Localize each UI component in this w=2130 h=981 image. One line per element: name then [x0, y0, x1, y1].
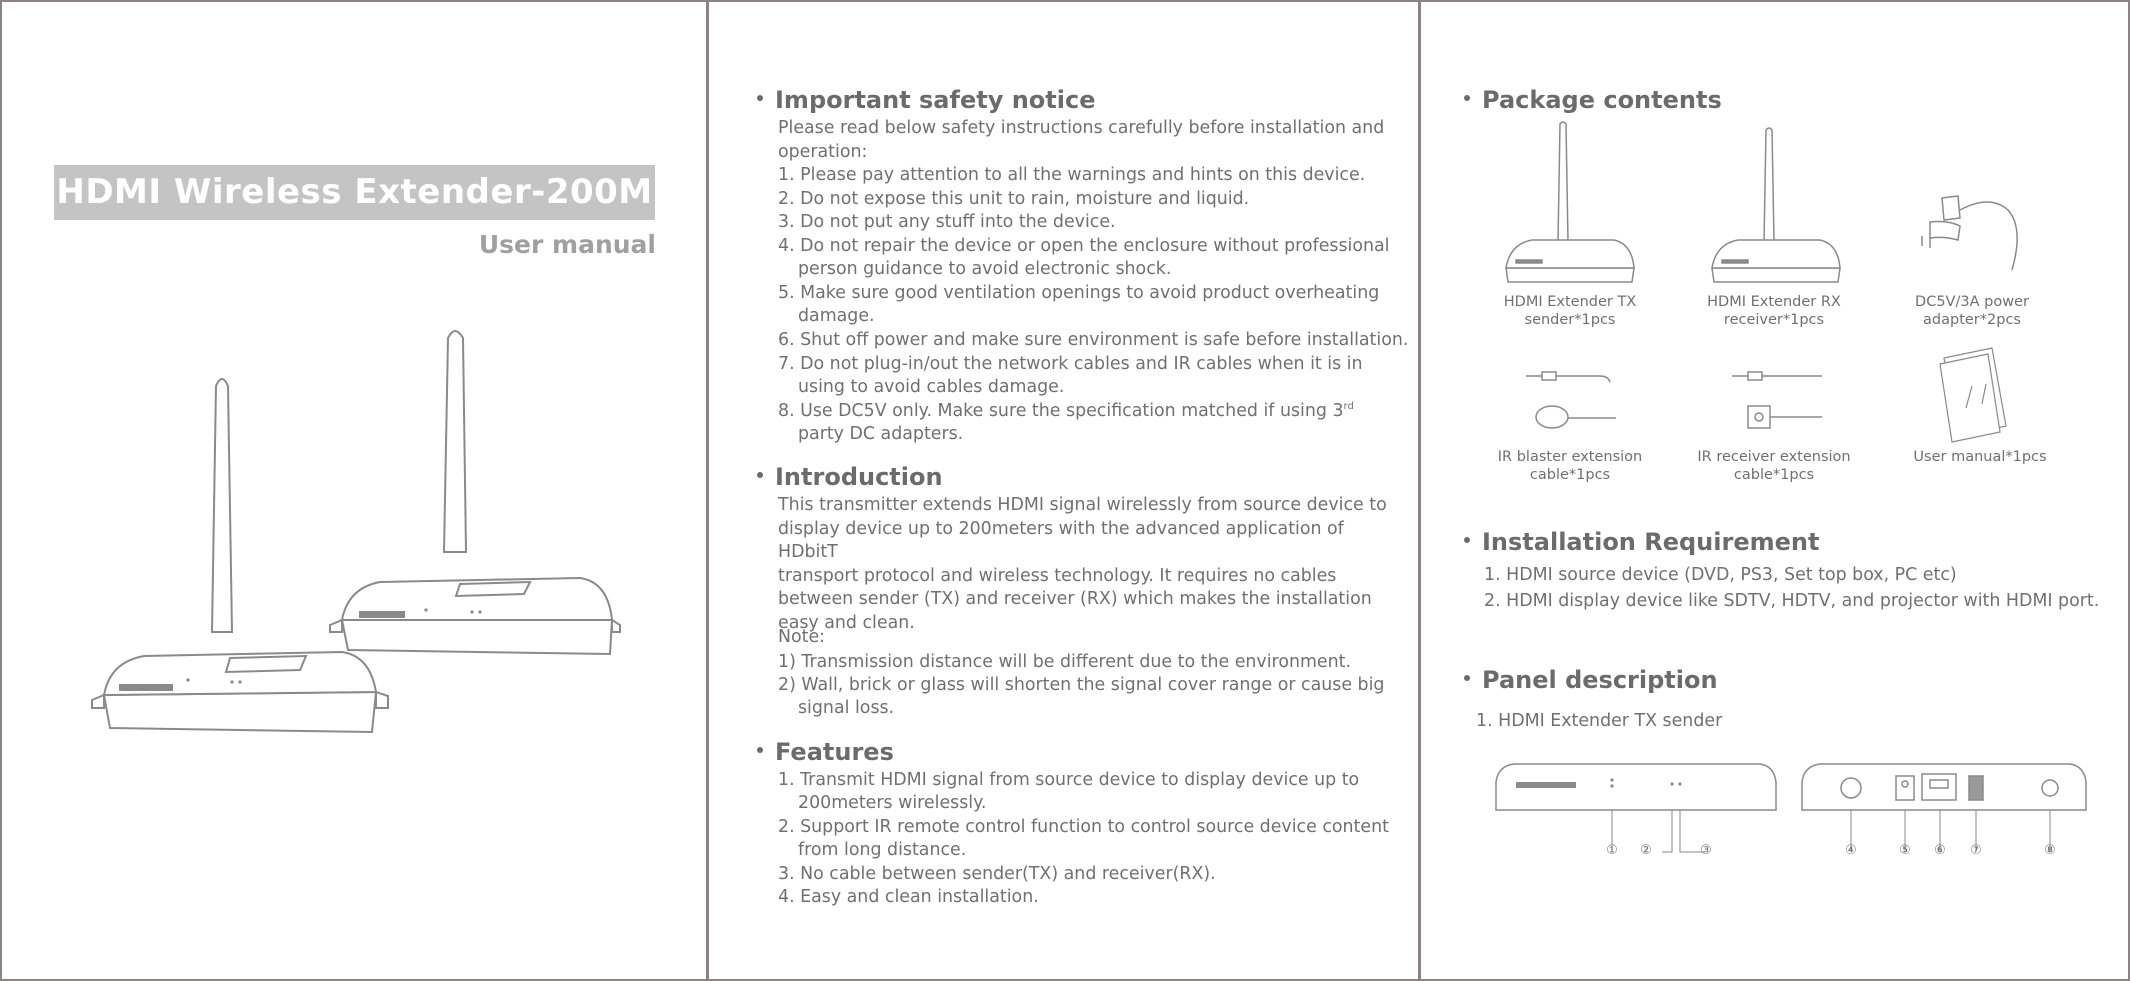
panel-description-heading: Panel description	[1464, 666, 1718, 694]
callout-8: ⑧	[2044, 843, 2056, 858]
feature-item: 1. Transmit HDMI signal from source device to display device up to	[778, 770, 1360, 790]
safety-heading: Important safety notice	[757, 86, 1095, 114]
package-item-label: User manual*1pcs	[1913, 449, 2047, 465]
introduction-heading: Introduction	[757, 463, 943, 491]
safety-intro: Please read below safety instructions carefully before installation and operation:	[778, 118, 1385, 162]
tx-sender-image	[1498, 120, 1644, 286]
ir-receiver-cable-image	[1722, 362, 1842, 442]
power-adapter-image	[1908, 180, 2038, 290]
panel-divider-left	[706, 0, 709, 981]
cover-title: HDMI Wireless Extender-200M	[54, 165, 655, 220]
callout-2: ②	[1640, 843, 1652, 858]
note-item: 1) Transmission distance will be different due to the environment.	[778, 652, 1351, 672]
package-heading: Package contents	[1464, 86, 1722, 114]
feature-item: from long distance.	[798, 840, 967, 860]
user-manual-image	[1936, 346, 2016, 446]
features-heading: Features	[757, 738, 894, 766]
rx-receiver-image	[1704, 120, 1850, 286]
tx-panel-diagram	[1490, 760, 2096, 870]
safety-item: 8. Use DC5V only. Make sure the specification matched if using 3rd	[778, 401, 1354, 421]
note-label: Note:	[778, 627, 826, 647]
panel-divider-right	[1418, 0, 1421, 981]
feature-item: 4. Easy and clean installation.	[778, 887, 1039, 907]
note-item: signal loss.	[798, 698, 895, 718]
feature-item: 200meters wirelessly.	[798, 793, 987, 813]
safety-item: party DC adapters.	[798, 424, 964, 444]
callout-1: ①	[1606, 843, 1618, 858]
package-item-label: IR blaster extension cable*1pcs	[1497, 449, 1643, 483]
installation-heading: Installation Requirement	[1464, 528, 1819, 556]
safety-item: 7. Do not plug-in/out the network cables and IR cables when it is in	[778, 354, 1363, 374]
package-item-label: DC5V/3A power adapter*2pcs	[1915, 294, 2029, 328]
safety-item: 1. Please pay attention to all the warnings and hints on this device.	[778, 165, 1366, 185]
callout-7: ⑦	[1970, 843, 1982, 858]
safety-item: damage.	[798, 306, 875, 326]
cover-subtitle: User manual	[478, 230, 656, 259]
callout-3: ③	[1700, 843, 1712, 858]
safety-item: 3. Do not put any stuff into the device.	[778, 212, 1116, 232]
feature-item: 3. No cable between sender(TX) and receiver(RX).	[778, 864, 1216, 884]
package-item-label: HDMI Extender RX receiver*1pcs	[1707, 294, 1841, 328]
callout-5: ⑤	[1899, 843, 1911, 858]
package-item-label: HDMI Extender TX sender*1pcs	[1503, 294, 1637, 328]
safety-item: person guidance to avoid electronic shock.	[798, 259, 1172, 279]
panel-subheading: 1. HDMI Extender TX sender	[1476, 711, 1723, 731]
safety-item: 6. Shut off power and make sure environment is safe before installation.	[778, 330, 1409, 350]
ir-blaster-cable-image	[1516, 362, 1636, 442]
callout-6: ⑥	[1934, 843, 1946, 858]
safety-item: using to avoid cables damage.	[798, 377, 1065, 397]
feature-item: 2. Support IR remote control function to control source device content	[778, 817, 1389, 837]
package-item-label: IR receiver extension cable*1pcs	[1697, 449, 1851, 483]
safety-item: 2. Do not expose this unit to rain, moisture and liquid.	[778, 189, 1250, 209]
safety-item: 4. Do not repair the device or open the enclosure without professional	[778, 236, 1390, 256]
requirement-item: 1. HDMI source device (DVD, PS3, Set top box, PC etc)	[1484, 565, 1957, 585]
safety-item: 5. Make sure good ventilation openings to avoid product overheating	[778, 283, 1380, 303]
introduction-body: This transmitter extends HDMI signal wirelessly from source device to display device up to 200meters with the advanced application of HDbitT transport protocol and wireless technology. It requires no cables between sender (TX) and receiver (RX) which makes the installation easy and clean.	[778, 495, 1387, 633]
note-item: 2) Wall, brick or glass will shorten the signal cover range or cause big	[778, 675, 1385, 695]
requirement-item: 2. HDMI display device like SDTV, HDTV, and projector with HDMI port.	[1484, 591, 2100, 611]
callout-4: ④	[1845, 843, 1857, 858]
product-illustration	[80, 320, 640, 740]
